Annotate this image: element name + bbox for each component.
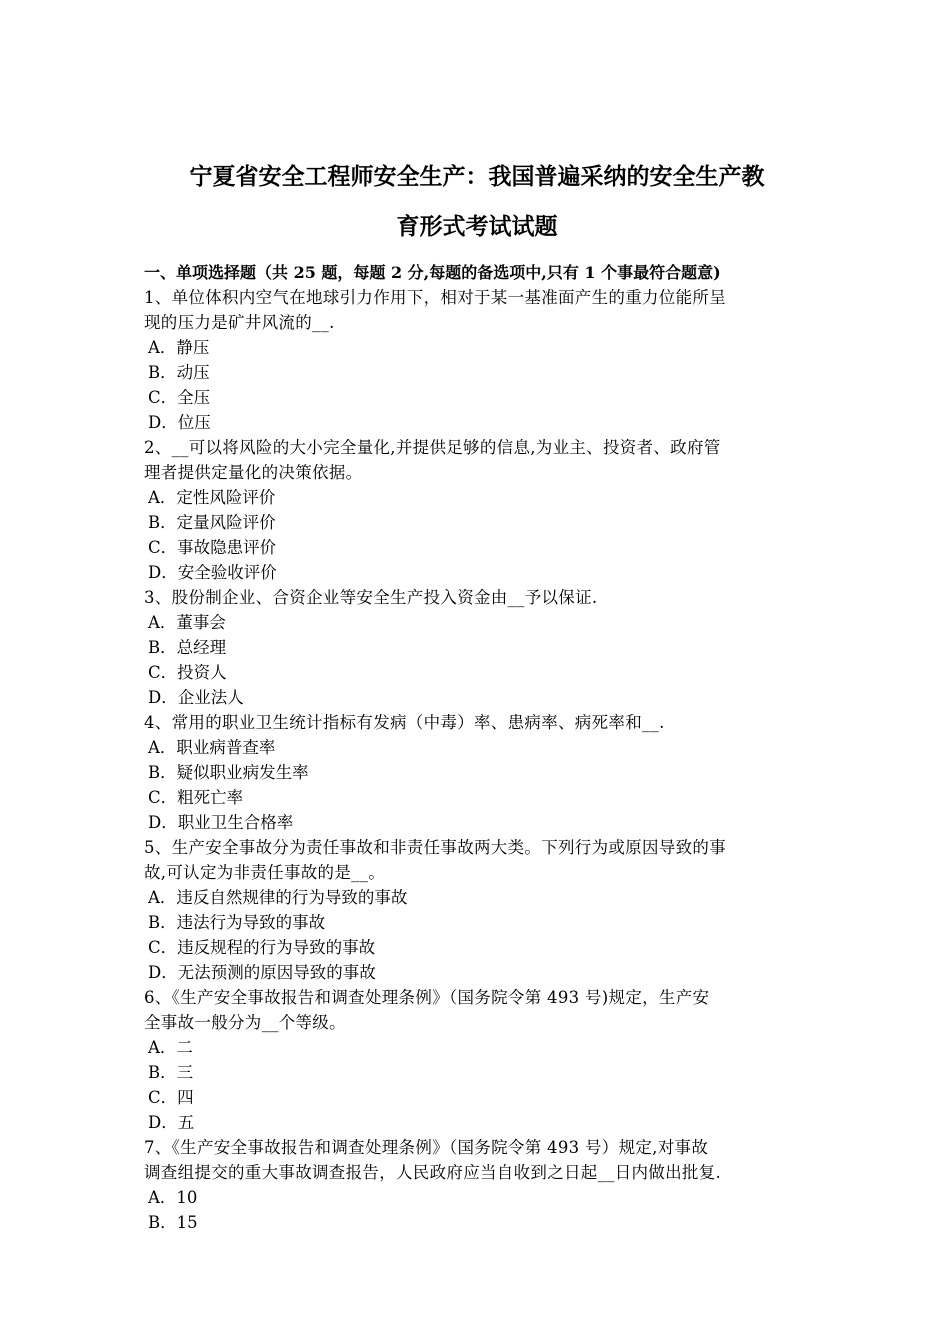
question-stem-line: 全事故一般分为__个等级。 [144,1013,346,1032]
option-letter: C． [148,663,178,682]
question-stem-line: 3、股份制企业、合资企业等安全生产投入资金由__予以保证. [144,588,598,607]
document-title-line-1: 宁夏省安全工程师安全生产：我国普遍采纳的安全生产教 [189,163,765,190]
question-item [144,710,810,835]
option-letter: A． [148,488,177,507]
answer-option [144,335,810,360]
question-stem-line: 6、《生产安全事故报告和调查处理条例》（国务院令第 493 号)规定，生产安 [144,988,710,1007]
option-text: 二 [176,1038,193,1057]
option-text: 无法预测的原因导致的事故 [177,963,376,982]
answer-option [144,935,810,960]
option-letter: B． [148,913,177,932]
option-letter: D． [148,688,178,707]
answer-option [144,1210,810,1235]
option-letter: A． [148,1188,177,1207]
option-letter: D． [148,813,178,832]
answer-option [144,1035,810,1060]
option-text: 位压 [177,413,211,432]
option-text: 董事会 [176,613,226,632]
option-text: 定量风险评价 [176,513,276,532]
answer-option [144,410,810,435]
option-text: 15 [176,1213,198,1232]
answer-option [144,1085,810,1110]
option-text: 事故隐患评价 [177,538,277,557]
option-letter: A． [148,338,177,357]
option-text: 违反自然规律的行为导致的事故 [176,888,408,907]
option-letter: A． [148,888,177,907]
option-letter: B． [148,513,177,532]
question-stem-line: 7、《生产安全事故报告和调查处理条例》（国务院令第 493 号）规定,对事故 [144,1138,709,1157]
option-letter: B． [148,763,177,782]
question-item [144,835,810,985]
question-stem-line: 现的压力是矿井风流的__. [144,313,335,332]
option-letter: B． [148,1063,177,1082]
answer-option [144,735,810,760]
option-letter: B． [148,1213,177,1232]
answer-option [144,610,810,635]
option-text: 静压 [176,338,210,357]
answer-option [144,635,810,660]
option-text: 违法行为导致的事故 [176,913,326,932]
option-letter: C． [148,938,178,957]
option-letter: A． [148,738,177,757]
option-letter: D． [148,413,178,432]
answer-option [144,560,810,585]
question-list [144,285,810,1235]
question-item [144,435,810,585]
section-header: 一、单项选择题（共 25 题，每题 2 分,每题的备选项中,只有 1 个事最符合题意) [144,263,721,282]
answer-option [144,660,810,685]
option-letter: C． [148,538,178,557]
answer-option [144,960,810,985]
option-text: 总经理 [176,638,227,657]
question-stem-line: 2、__可以将风险的大小完全量化,并提供足够的信息,为业主、投资者、政府管 [144,438,721,457]
answer-option [144,535,810,560]
option-text: 违反规程的行为导致的事故 [177,938,376,957]
option-text: 五 [177,1113,195,1132]
option-text: 三 [176,1063,194,1082]
option-letter: D． [148,563,178,582]
option-letter: D． [148,963,178,982]
option-letter: C． [148,1088,178,1107]
answer-option [144,485,810,510]
question-stem-line: 1、单位体积内空气在地球引力作用下，相对于某一基准面产生的重力位能所呈 [144,288,726,307]
answer-option [144,1110,810,1135]
question-stem-line: 调查组提交的重大事故调查报告，人民政府应当自收到之日起__日内做出批复. [144,1163,722,1182]
option-text: 企业法人 [177,688,244,707]
option-letter: B． [148,363,177,382]
answer-option [144,360,810,385]
option-text: 动压 [176,363,210,382]
option-letter: C． [148,388,178,407]
question-item [144,1135,810,1235]
option-text: 粗死亡率 [177,788,244,807]
question-stem-line: 故,可认定为非责任事故的是__。 [144,863,386,882]
option-text: 全压 [177,388,211,407]
option-text: 疑似职业病发生率 [176,763,309,782]
answer-option [144,760,810,785]
option-text: 职业病普查率 [176,738,276,757]
option-letter: B． [148,638,177,657]
answer-option [144,1060,810,1085]
answer-option [144,510,810,535]
answer-option [144,785,810,810]
answer-option [144,685,810,710]
answer-option [144,1185,810,1210]
answer-option [144,910,810,935]
question-stem-line: 4、常用的职业卫生统计指标有发病（中毒）率、患病率、病死率和__. [144,713,665,732]
document-title-line-2: 育形式考试试题 [396,213,558,240]
question-item [144,585,810,710]
question-stem-line: 理者提供定量化的决策依据。 [144,463,363,482]
option-text: 10 [176,1188,198,1207]
option-letter: A． [148,613,177,632]
option-letter: D． [148,1113,178,1132]
option-text: 安全验收评价 [177,563,277,582]
question-stem-line: 5、生产安全事故分为责任事故和非责任事故两大类。下列行为或原因导致的事 [144,838,726,857]
option-text: 投资人 [177,663,227,682]
answer-option [144,885,810,910]
option-letter: A． [148,1038,177,1057]
question-item [144,985,810,1135]
answer-option [144,385,810,410]
option-text: 四 [177,1088,194,1107]
answer-option [144,810,810,835]
option-text: 定性风险评价 [176,488,276,507]
option-letter: C． [148,788,178,807]
document-page [144,152,810,1235]
option-text: 职业卫生合格率 [177,813,294,832]
question-item [144,285,810,435]
